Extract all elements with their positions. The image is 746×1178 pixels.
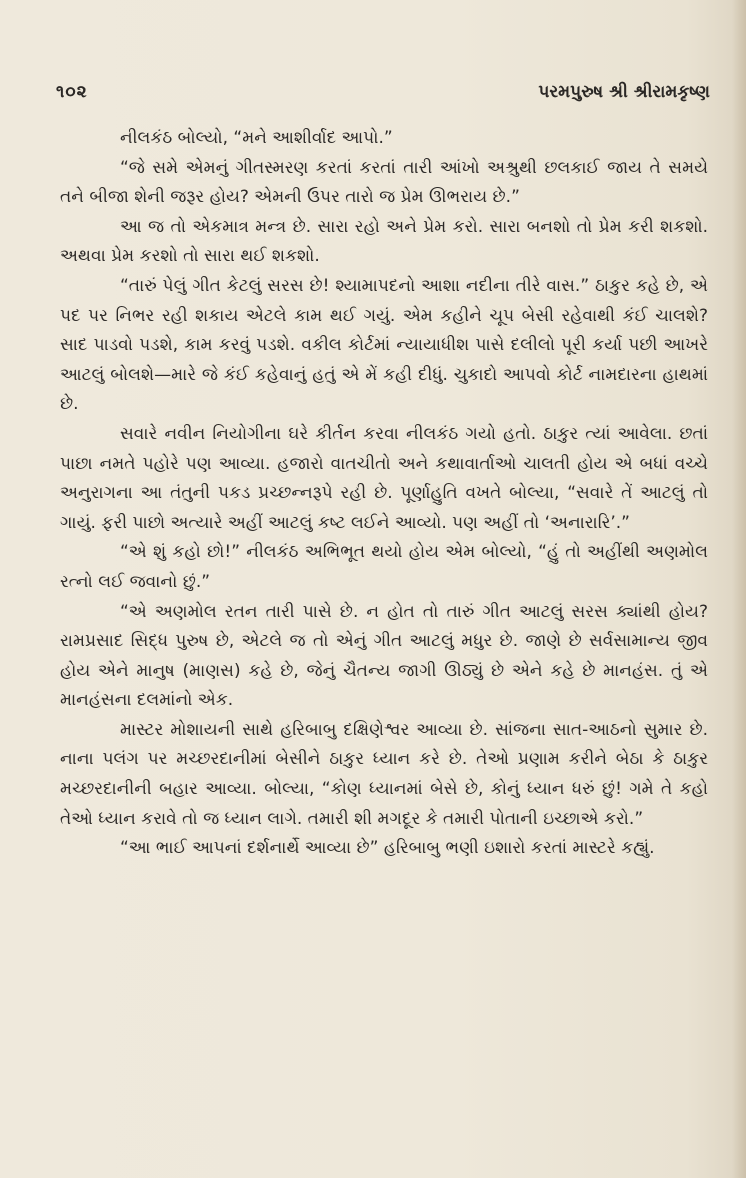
paragraph: સવારે નવીન નિયોગીના ઘરે કીર્તન કરવા નીલકંઠ ગયો હતો. ઠાકુર ત્યાં આવેલા. છતાં પાછા નમતે પહોરે પણ આવ્યા. હજારો વાતચીતો અને કથાવાર્તાઓ ચાલતી હોય એ બધાં વચ્ચે અનુરાગના આ તંતુની પકડ પ્રચ્છન્નરૂપે રહી છે. પૂર્ણાહુતિ વખતે બોલ્યા, “સવારે તેં આટલું તો ગાયું. ફરી પાછો અત્યારે અહીં આટલું કષ્ટ લઈને આવ્યો. પણ અહીં તો ‘અનારારિ’.” [60,423,708,533]
paragraph: માસ્ટર મોશાયની સાથે હરિબાબુ દક્ષિણેશ્વર આવ્યા છે. સાંજના સાત-આઠનો સુમાર છે. નાના પલંગ પર મચ્છરદાનીમાં બેસીને ઠાકુર ધ્યાન કરે છે. તેઓ પ્રણામ કરીને બેઠા કે ઠાકુર મચ્છરદાનીની બહાર આવ્યા. બોલ્યા, “કોણ ધ્યાનમાં બેસે છે, કોનું ધ્યાન ધરું છું! ગમે તે કહો તેઓ ધ્યાન કરાવે તો જ ધ્યાન લાગે. તમારી શી મગદૂર કે તમારી પોતાની ઇચ્છાએ કરો.” [60,719,708,829]
paragraph: “તારું પેલું ગીત કેટલું સરસ છે! શ્યામાપદનો આશા નદીના તીરે વાસ.” ઠાકુર કહે છે, એ પદ પર નિભર રહી શકાય એટલે કામ થઈ ગયું. એમ કહીને ચૂપ બેસી રહેવાથી કંઈ ચાલશે? સાદ પાડવો પડશે, કામ કરવું પડશે. વકીલ કોર્ટમાં ન્યાયાધીશ પાસે દલીલો પૂરી કર્યા પછી આખરે આટલું બોલશે—મારે જે કંઈ કહેવાનું હતું એ મેં કહી દીધું. ચુકાદો આપવો કોર્ટ નામદારના હાથમાં છે. [60,275,708,415]
page-number: ૧૦૨ [56,82,88,102]
page-edge-shadow [732,0,746,1178]
paragraph: નીલકંઠ બોલ્યો, “મને આશીર્વાદ આપો.” [120,128,393,148]
paragraph: “એ અણમોલ રતન તારી પાસે છે. ન હોત તો તારું ગીત આટલું સરસ ક્યાંથી હોય? રામપ્રસાદ સિદ્ધ પુરુષ છે, એટલે જ તો એનું ગીત આટલું મધુર છે. જાણે છે સર્વસામાન્ય જીવ હોય એને માનુષ (માણસ) કહે છે, જેનું ચૈતન્ય જાગી ઊઠ્યું છે એને કહે છે માનહંસ. તું એ માનહંસના દલમાંનો એક. [60,601,708,711]
running-title: પરમપુરુષ શ્રી શ્રીરામકૃષ્ણ [538,82,710,102]
paragraph: “એ શું કહો છો!” નીલકંઠ અભિભૂત થયો હોય એમ બોલ્યો, “હું તો અહીંથી અણમોલ રત્નો લઈ જવાનો છું.” [60,542,708,592]
paragraph: આ જ તો એકમાત્ર મન્ત્ર છે. સારા રહો અને પ્રેમ કરો. સારા બનશો તો પ્રેમ કરી શકશો. અથવા પ્રેમ કરશો તો સારા થઈ શકશો. [60,216,708,267]
paragraph: “જે સમે એમનું ગીતસ્મરણ કરતાં કરતાં તારી આંખો અશ્રુથી છલકાઈ જાય તે સમયે તને બીજા શેની જરૂર હોય? એમની ઉપર તારો જ પ્રેમ ઊભરાય છે.” [60,157,708,208]
body-text [60,124,708,864]
paragraph: “આ ભાઈ આપનાં દર્શનાર્થે આવ્યા છે” હરિબાબુ ભણી ઇશારો કરતાં માસ્ટરે કહ્યું. [120,838,655,859]
page-header [56,82,710,112]
